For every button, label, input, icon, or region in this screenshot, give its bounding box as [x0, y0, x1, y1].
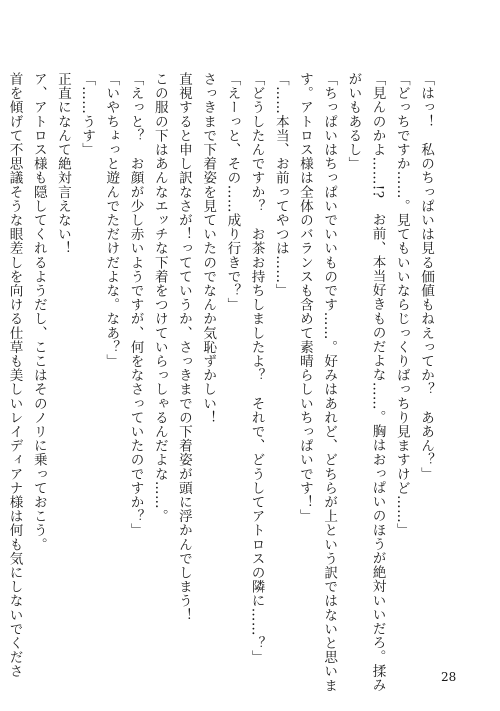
text-line: ア、アトロス様も隠してくれるようだし、ここはそのノリに乗っておこう。: [30, 72, 47, 552]
text-line: 「はっ！ 私のちっぱいは見る価値もねえってか？ ああん？」: [418, 72, 434, 481]
vertical-text-body: [6, 72, 438, 693]
text-line: 首を傾げて不思議そうな眼差しを向ける仕草も美しいレイディアナ様は何も気にしないでくださ: [6, 72, 23, 679]
text-line: 「ちっぱいはちっぱいでいいものです……。好みはあれど、どちらが上という訳ではないと思いま: [321, 72, 338, 693]
text-line: す。アトロス様は全体のバランスも含めて素晴らしいちっぱいです！」: [296, 72, 313, 524]
text-line: 「えーっと、その……成り行きで？」: [224, 72, 241, 312]
text-line: 「……うす」: [79, 72, 96, 157]
text-line: 「いやちょっと遊んでただけだよな。なあ？」: [103, 72, 120, 369]
text-line: この服の下はあんなエッチな下着をつけていらっしゃるんだよな……。: [151, 72, 168, 524]
text-line: さっきまで下着姿を見ていたのでなんか気恥ずかしい！: [200, 72, 217, 425]
text-line: 「見んのかよ……!? お前、本当好きものだよな……。胸はおっぱいのほうが絶対いいだろ。揉み: [369, 72, 386, 693]
text-line: 直視すると申し訳なさが！ってていうか、さっきまでの下着姿が頭に浮かんでしまう！: [175, 72, 192, 622]
text-line: 正直になんて絶対言えない！: [54, 72, 71, 256]
page-number: 28: [441, 670, 457, 684]
text-line: 「どうしたんですか？ お茶お持ちしましたよ？ それで、どうしてアトロスの隣に……？」: [248, 72, 265, 665]
text-line: がいもあるし」: [345, 72, 362, 171]
text-line: 「……本当、お前ってやつは……」: [272, 72, 289, 298]
text-line: 「えっと？ お顔が少し赤いようですが、何をなさっていたのですか？」: [127, 72, 144, 538]
text-line: 「どっちですか……。見てもいいならじっくりばっちり見ますけど……」: [393, 72, 410, 538]
